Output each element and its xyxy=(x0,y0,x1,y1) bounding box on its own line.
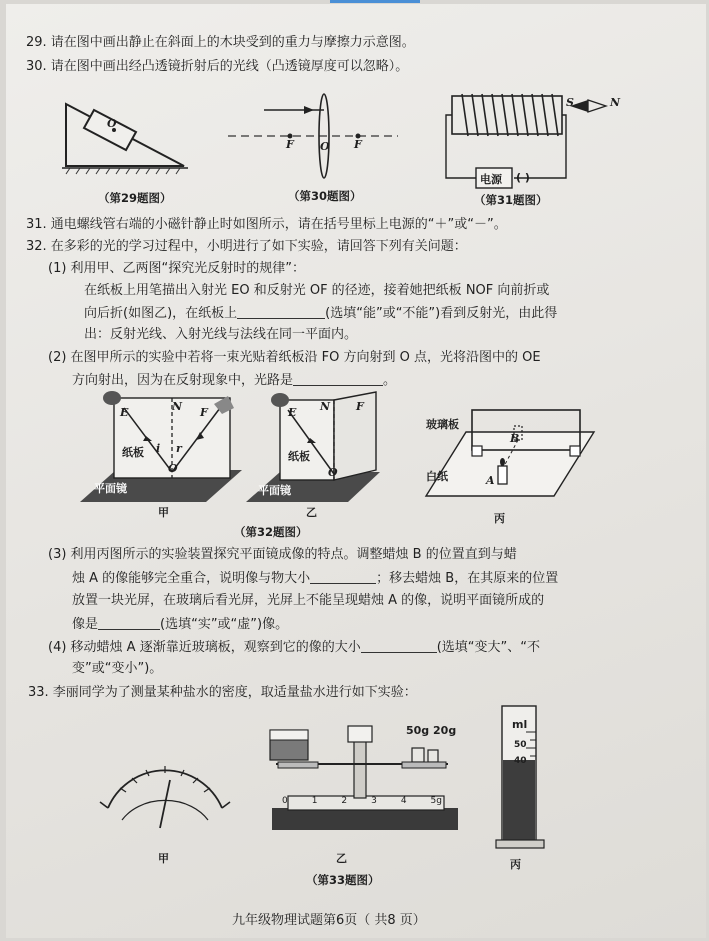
fig32-bing-glass: 玻璃板 xyxy=(426,418,459,431)
fig32-jia-f: F xyxy=(200,406,208,419)
answer-blank-real-virtual[interactable] xyxy=(98,615,160,630)
top-accent-bar xyxy=(330,0,420,3)
answer-blank-light-path[interactable] xyxy=(293,371,383,386)
fig33-bing-tick-50: 50 xyxy=(514,740,527,750)
fig32-bing-a: A xyxy=(486,474,495,487)
fig32-yi-board: 纸板 xyxy=(288,450,310,463)
fig30-focus-right: F xyxy=(354,138,362,151)
fig32-jia-name: 甲 xyxy=(158,506,169,519)
fig30-lens-diagram xyxy=(228,90,398,180)
fig32-yi-e: E xyxy=(288,406,297,419)
fig32-jia-i: i xyxy=(156,442,161,455)
fig32-jia-board: 纸板 xyxy=(122,446,144,459)
scale-tick: 2 xyxy=(341,796,348,806)
q32-part3-line2 xyxy=(72,569,558,588)
scale-tick: 1 xyxy=(311,796,318,806)
q32-part1-line3: 出：反射光线、入射光线与法线在同一平面内。 xyxy=(84,327,358,342)
fig32-yi-n: N xyxy=(320,400,331,413)
q32-part3-line3: 放置一块光屏，在玻璃后看光屏，光屏上不能呈现蜡烛 A 的像，说明平面镜所成的 xyxy=(72,593,545,608)
q32-part3-line4-a: 像是 xyxy=(72,617,99,632)
page-footer: 九年级物理试题第6页（ 共8 页） xyxy=(232,913,426,928)
fig31-sign-bracket: ( ) xyxy=(516,171,530,184)
q32-part1-line2 xyxy=(84,304,557,323)
fig30-focus-left: F xyxy=(286,138,294,151)
fig31-south-pole: S xyxy=(566,96,574,109)
q32-part2-line1: (2) 在图甲所示的实验中若将一束光贴着纸板沿 FO 方向射到 O 点，光将沿图中的 OE xyxy=(48,350,541,365)
q32-part2-line2 xyxy=(72,371,396,390)
fig33-yi-weights: 50g 20g xyxy=(406,724,457,737)
fig32-bing-b: B xyxy=(510,432,520,445)
q32-part2-line2-b: 。 xyxy=(383,373,397,388)
fig33-jia-dial xyxy=(100,748,230,838)
question-29: 29. 请在图中画出静止在斜面上的木块受到的重力与摩擦力示意图。 xyxy=(26,35,415,50)
q32-part4-line1-a: (4) 移动蜡烛 A 逐渐靠近玻璃板，观察到它的像的大小 xyxy=(48,640,361,655)
fig31-north-pole: N xyxy=(610,96,621,109)
fig32-jia-mirror: 平面镜 xyxy=(94,482,127,495)
fig33-jia-name: 甲 xyxy=(158,852,169,865)
q32-part3-line1: (3) 利用丙图所示的实验装置探究平面镜成像的特点。调整蜡烛 B 的位置直到与蜡 xyxy=(48,547,517,562)
fig32-jia-e: E xyxy=(120,406,129,419)
q32-part3-line4-b: (选填“实”或“虚”)像。 xyxy=(160,617,289,632)
question-31: 31. 通电螺线管右端的小磁针静止时如图所示，请在括号里标上电源的“＋”或“－”。 xyxy=(26,217,507,232)
fig32-jia-n: N xyxy=(172,400,183,413)
scale-tick: 5g xyxy=(430,796,442,806)
q32-part4-line1 xyxy=(48,638,540,657)
q32-part3-line2-b: ；移去蜡烛 B，在其原来的位置 xyxy=(376,571,559,586)
fig30-caption: （第30题图） xyxy=(288,189,362,203)
q32-part4-line1-b: (选填“变大”、“不 xyxy=(436,640,540,655)
fig29-caption: （第29题图） xyxy=(98,191,172,205)
fig32-jia-o: O xyxy=(168,462,178,475)
fig32-yi-o: O xyxy=(328,466,338,479)
question-33: 33. 李丽同学为了测量某种盐水的密度，取适量盐水进行如下实验： xyxy=(28,685,417,700)
fig32-bing-paper: 白纸 xyxy=(426,470,448,483)
fig32-yi-mirror: 平面镜 xyxy=(258,484,291,497)
fig32-yi-name: 乙 xyxy=(306,506,317,519)
fig33-yi-balance xyxy=(262,720,462,840)
scale-tick: 3 xyxy=(371,796,377,806)
fig32-bing-name: 丙 xyxy=(494,512,505,525)
q32-part3-line4 xyxy=(72,615,288,634)
q32-part1-line2-b: (选填“能”或“不能”)看到反射光，由此得 xyxy=(325,306,558,321)
answer-blank-size[interactable] xyxy=(310,569,376,584)
fig30-optical-center: O xyxy=(320,140,330,153)
q32-part4-line2: 变”或“变小”)。 xyxy=(72,661,163,676)
exam-page xyxy=(6,4,706,938)
fig33-bing-name: 丙 xyxy=(510,858,521,871)
q32-part1-title: (1) 利用甲、乙两图“探究光反射时的规律”： xyxy=(48,261,306,276)
fig32-jia-r: r xyxy=(176,442,182,455)
fig32-yi-f: F xyxy=(356,400,364,413)
scale-tick: 0 xyxy=(282,796,288,806)
question-30: 30. 请在图中画出经凸透镜折射后的光线（凸透镜厚度可以忽略）。 xyxy=(26,59,409,74)
fig31-caption: （第31题图） xyxy=(474,193,548,207)
fig32-caption: （第32题图） xyxy=(234,525,308,539)
fig29-incline-diagram xyxy=(66,96,196,176)
q32-part2-line2-a: 方向射出，因为在反射现象中，光路是 xyxy=(72,373,294,388)
fig33-yi-scale-ticks xyxy=(282,796,442,806)
fig33-caption: （第33题图） xyxy=(306,873,380,887)
scale-tick: 4 xyxy=(400,796,407,806)
q32-part1-line1: 在纸板上用笔描出入射光 EO 和反射光 OF 的径迹，接着她把纸板 NOF 向前折或 xyxy=(84,283,550,298)
fig33-bing-unit: ml xyxy=(512,718,528,731)
question-32-intro: 32. 在多彩的光的学习过程中，小明进行了如下实验，请回答下列有关问题： xyxy=(26,239,467,254)
fig33-yi-name: 乙 xyxy=(336,852,347,865)
q32-part1-line2-a: 向后折(如图乙)，在纸板上 xyxy=(84,306,238,321)
fig29-block-label: O xyxy=(107,117,117,130)
fig33-bing-tick-40: 40 xyxy=(514,756,527,766)
fig31-power-label: 电源 xyxy=(480,173,502,186)
answer-blank-image-size[interactable] xyxy=(361,638,437,653)
answer-blank-can-see[interactable] xyxy=(237,304,325,319)
q32-part3-line2-a: 烛 A 的像能够完全重合，说明像与物大小 xyxy=(72,571,311,586)
